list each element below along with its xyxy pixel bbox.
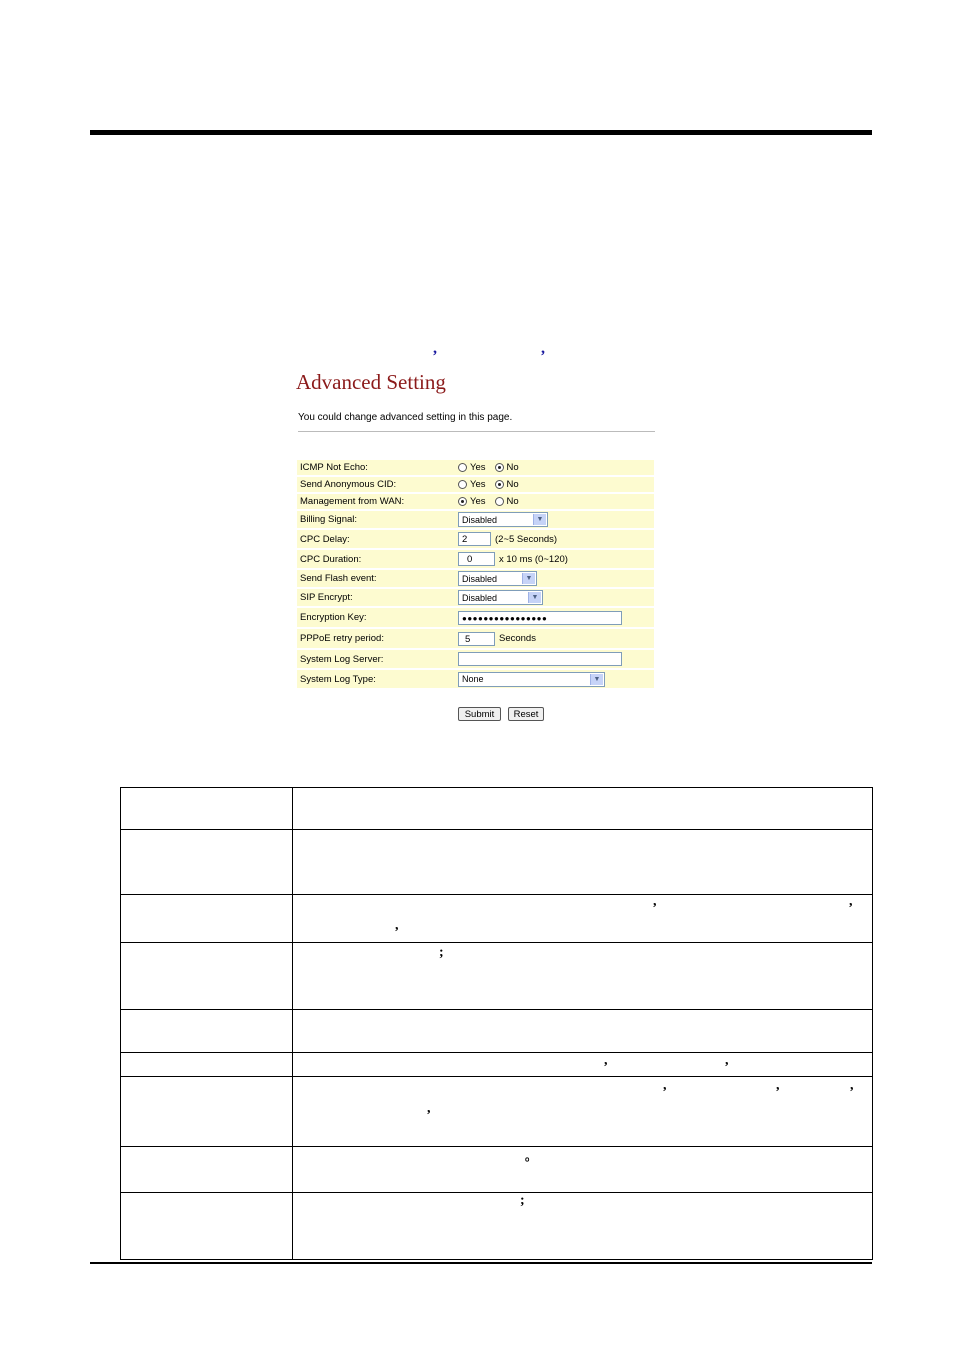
- field-label: Encryption Key:: [300, 612, 367, 623]
- anon-cid-no-radio[interactable]: [495, 479, 519, 490]
- table-mark: ;: [439, 945, 444, 960]
- divider: [298, 431, 655, 432]
- field-label: Billing Signal:: [300, 514, 358, 525]
- table-cell: [121, 1193, 293, 1260]
- field-label: SIP Encrypt:: [300, 592, 353, 603]
- table-mark: ,: [850, 1078, 854, 1093]
- table-mark: ,: [427, 1101, 431, 1116]
- table-row: [121, 1053, 873, 1077]
- table-cell: [121, 943, 293, 1010]
- radio-label: No: [506, 479, 519, 490]
- radio-icon: [458, 463, 467, 472]
- table-mark: ,: [604, 1053, 608, 1068]
- table-mark: ;: [520, 1193, 525, 1208]
- system-log-server-input[interactable]: [458, 652, 622, 666]
- table-row: [121, 1193, 873, 1260]
- field-label: Send Anonymous CID:: [300, 479, 397, 490]
- row-icmp-not-echo: [297, 460, 654, 475]
- table-cell: [293, 1010, 873, 1053]
- radio-selected-icon: [495, 480, 504, 489]
- row-cpc-delay: [297, 530, 654, 548]
- radio-selected-icon: [458, 497, 467, 506]
- radio-icon: [458, 480, 467, 489]
- encryption-key-input[interactable]: ●●●●●●●●●●●●●●●●: [458, 611, 622, 625]
- submit-button[interactable]: Submit: [458, 707, 501, 721]
- description-table: [120, 787, 873, 1260]
- table-cell: [293, 830, 873, 895]
- pppoe-retry-input[interactable]: 5: [458, 632, 495, 646]
- select-value: Disabled: [462, 592, 498, 603]
- table-mark: ,: [395, 918, 399, 933]
- table-row: [121, 1077, 873, 1147]
- send-flash-event-select[interactable]: [458, 571, 537, 586]
- row-system-log-type: [297, 670, 654, 688]
- cpc-duration-hint: x 10 ms (0~120): [499, 553, 568, 565]
- radio-label: Yes: [470, 496, 486, 507]
- table-cell: [121, 830, 293, 895]
- table-mark: ,: [849, 894, 853, 909]
- anon-cid-yes-radio[interactable]: [458, 479, 486, 490]
- field-label: ICMP Not Echo:: [300, 462, 368, 473]
- cpc-delay-input[interactable]: 2: [458, 532, 491, 546]
- table-row: [121, 895, 873, 943]
- field-label: CPC Delay:: [300, 533, 350, 545]
- chevron-down-icon: ▼: [528, 592, 541, 603]
- icmp-no-radio[interactable]: [495, 462, 519, 473]
- table-row: [121, 1147, 873, 1193]
- row-sip-encrypt: [297, 589, 654, 606]
- footer-rule: [90, 1262, 872, 1264]
- table-cell: [121, 788, 293, 830]
- radio-selected-icon: [495, 463, 504, 472]
- radio-label: No: [506, 496, 519, 507]
- table-cell: [121, 1010, 293, 1053]
- system-log-type-select[interactable]: [458, 672, 605, 687]
- table-cell: [293, 1053, 873, 1077]
- table-row: [121, 943, 873, 1010]
- field-label: Send Flash event:: [300, 573, 377, 584]
- pppoe-retry-hint: Seconds: [499, 633, 536, 644]
- select-value: Disabled: [462, 514, 498, 525]
- chevron-down-icon: ▼: [590, 674, 603, 685]
- header-rule: [90, 130, 872, 135]
- chevron-down-icon: ▼: [522, 573, 535, 584]
- field-label: Management from WAN:: [300, 496, 405, 507]
- table-mark: 。: [525, 1149, 538, 1163]
- table-cell: [293, 1077, 873, 1147]
- cpc-duration-input[interactable]: 0: [458, 552, 495, 566]
- table-cell: [293, 1147, 873, 1193]
- page-subtitle: You could change advanced setting in this page.: [298, 412, 513, 423]
- wan-mgmt-no-radio[interactable]: [495, 496, 519, 507]
- intro-comma-1: ,: [433, 340, 437, 357]
- table-cell: [121, 1147, 293, 1193]
- settings-form: [297, 460, 654, 690]
- select-value: Disabled: [462, 573, 498, 584]
- radio-icon: [495, 497, 504, 506]
- wan-mgmt-yes-radio[interactable]: [458, 496, 486, 507]
- table-cell: [293, 1193, 873, 1260]
- billing-signal-select[interactable]: [458, 512, 548, 527]
- row-cpc-duration: [297, 550, 654, 568]
- table-row: [121, 1010, 873, 1053]
- table-row: [121, 788, 873, 830]
- table-row: [121, 830, 873, 895]
- row-billing-signal: [297, 511, 654, 528]
- row-encryption-key: [297, 608, 654, 627]
- table-cell: [121, 895, 293, 943]
- chevron-down-icon: ▼: [533, 514, 546, 525]
- reset-button[interactable]: Reset: [508, 707, 544, 721]
- table-cell: [293, 943, 873, 1010]
- intro-comma-2: ,: [541, 340, 545, 357]
- row-send-anonymous-cid: [297, 477, 654, 492]
- table-cell: [293, 788, 873, 830]
- sip-encrypt-select[interactable]: [458, 590, 543, 605]
- select-value: None: [462, 674, 484, 684]
- cpc-delay-hint: (2~5 Seconds): [495, 533, 558, 545]
- radio-label: Yes: [470, 462, 486, 473]
- table-cell: [121, 1077, 293, 1147]
- advanced-setting-screenshot: [293, 362, 663, 732]
- field-label: System Log Type:: [300, 673, 376, 685]
- table-mark: ,: [776, 1078, 780, 1093]
- radio-label: No: [506, 462, 519, 473]
- field-label: PPPoE retry period:: [300, 633, 384, 644]
- table-mark: ,: [663, 1078, 667, 1093]
- table-mark: ,: [725, 1053, 729, 1068]
- row-send-flash-event: [297, 570, 654, 587]
- radio-label: Yes: [470, 479, 486, 490]
- table-cell: [121, 1053, 293, 1077]
- field-label: System Log Server:: [300, 653, 384, 665]
- table-cell: [293, 895, 873, 943]
- page-title: Advanced Setting: [296, 370, 446, 394]
- icmp-yes-radio[interactable]: [458, 462, 486, 473]
- row-pppoe-retry-period: [297, 629, 654, 648]
- field-label: CPC Duration:: [300, 553, 362, 565]
- table-mark: ,: [653, 894, 657, 909]
- row-management-from-wan: [297, 494, 654, 509]
- row-system-log-server: [297, 650, 654, 668]
